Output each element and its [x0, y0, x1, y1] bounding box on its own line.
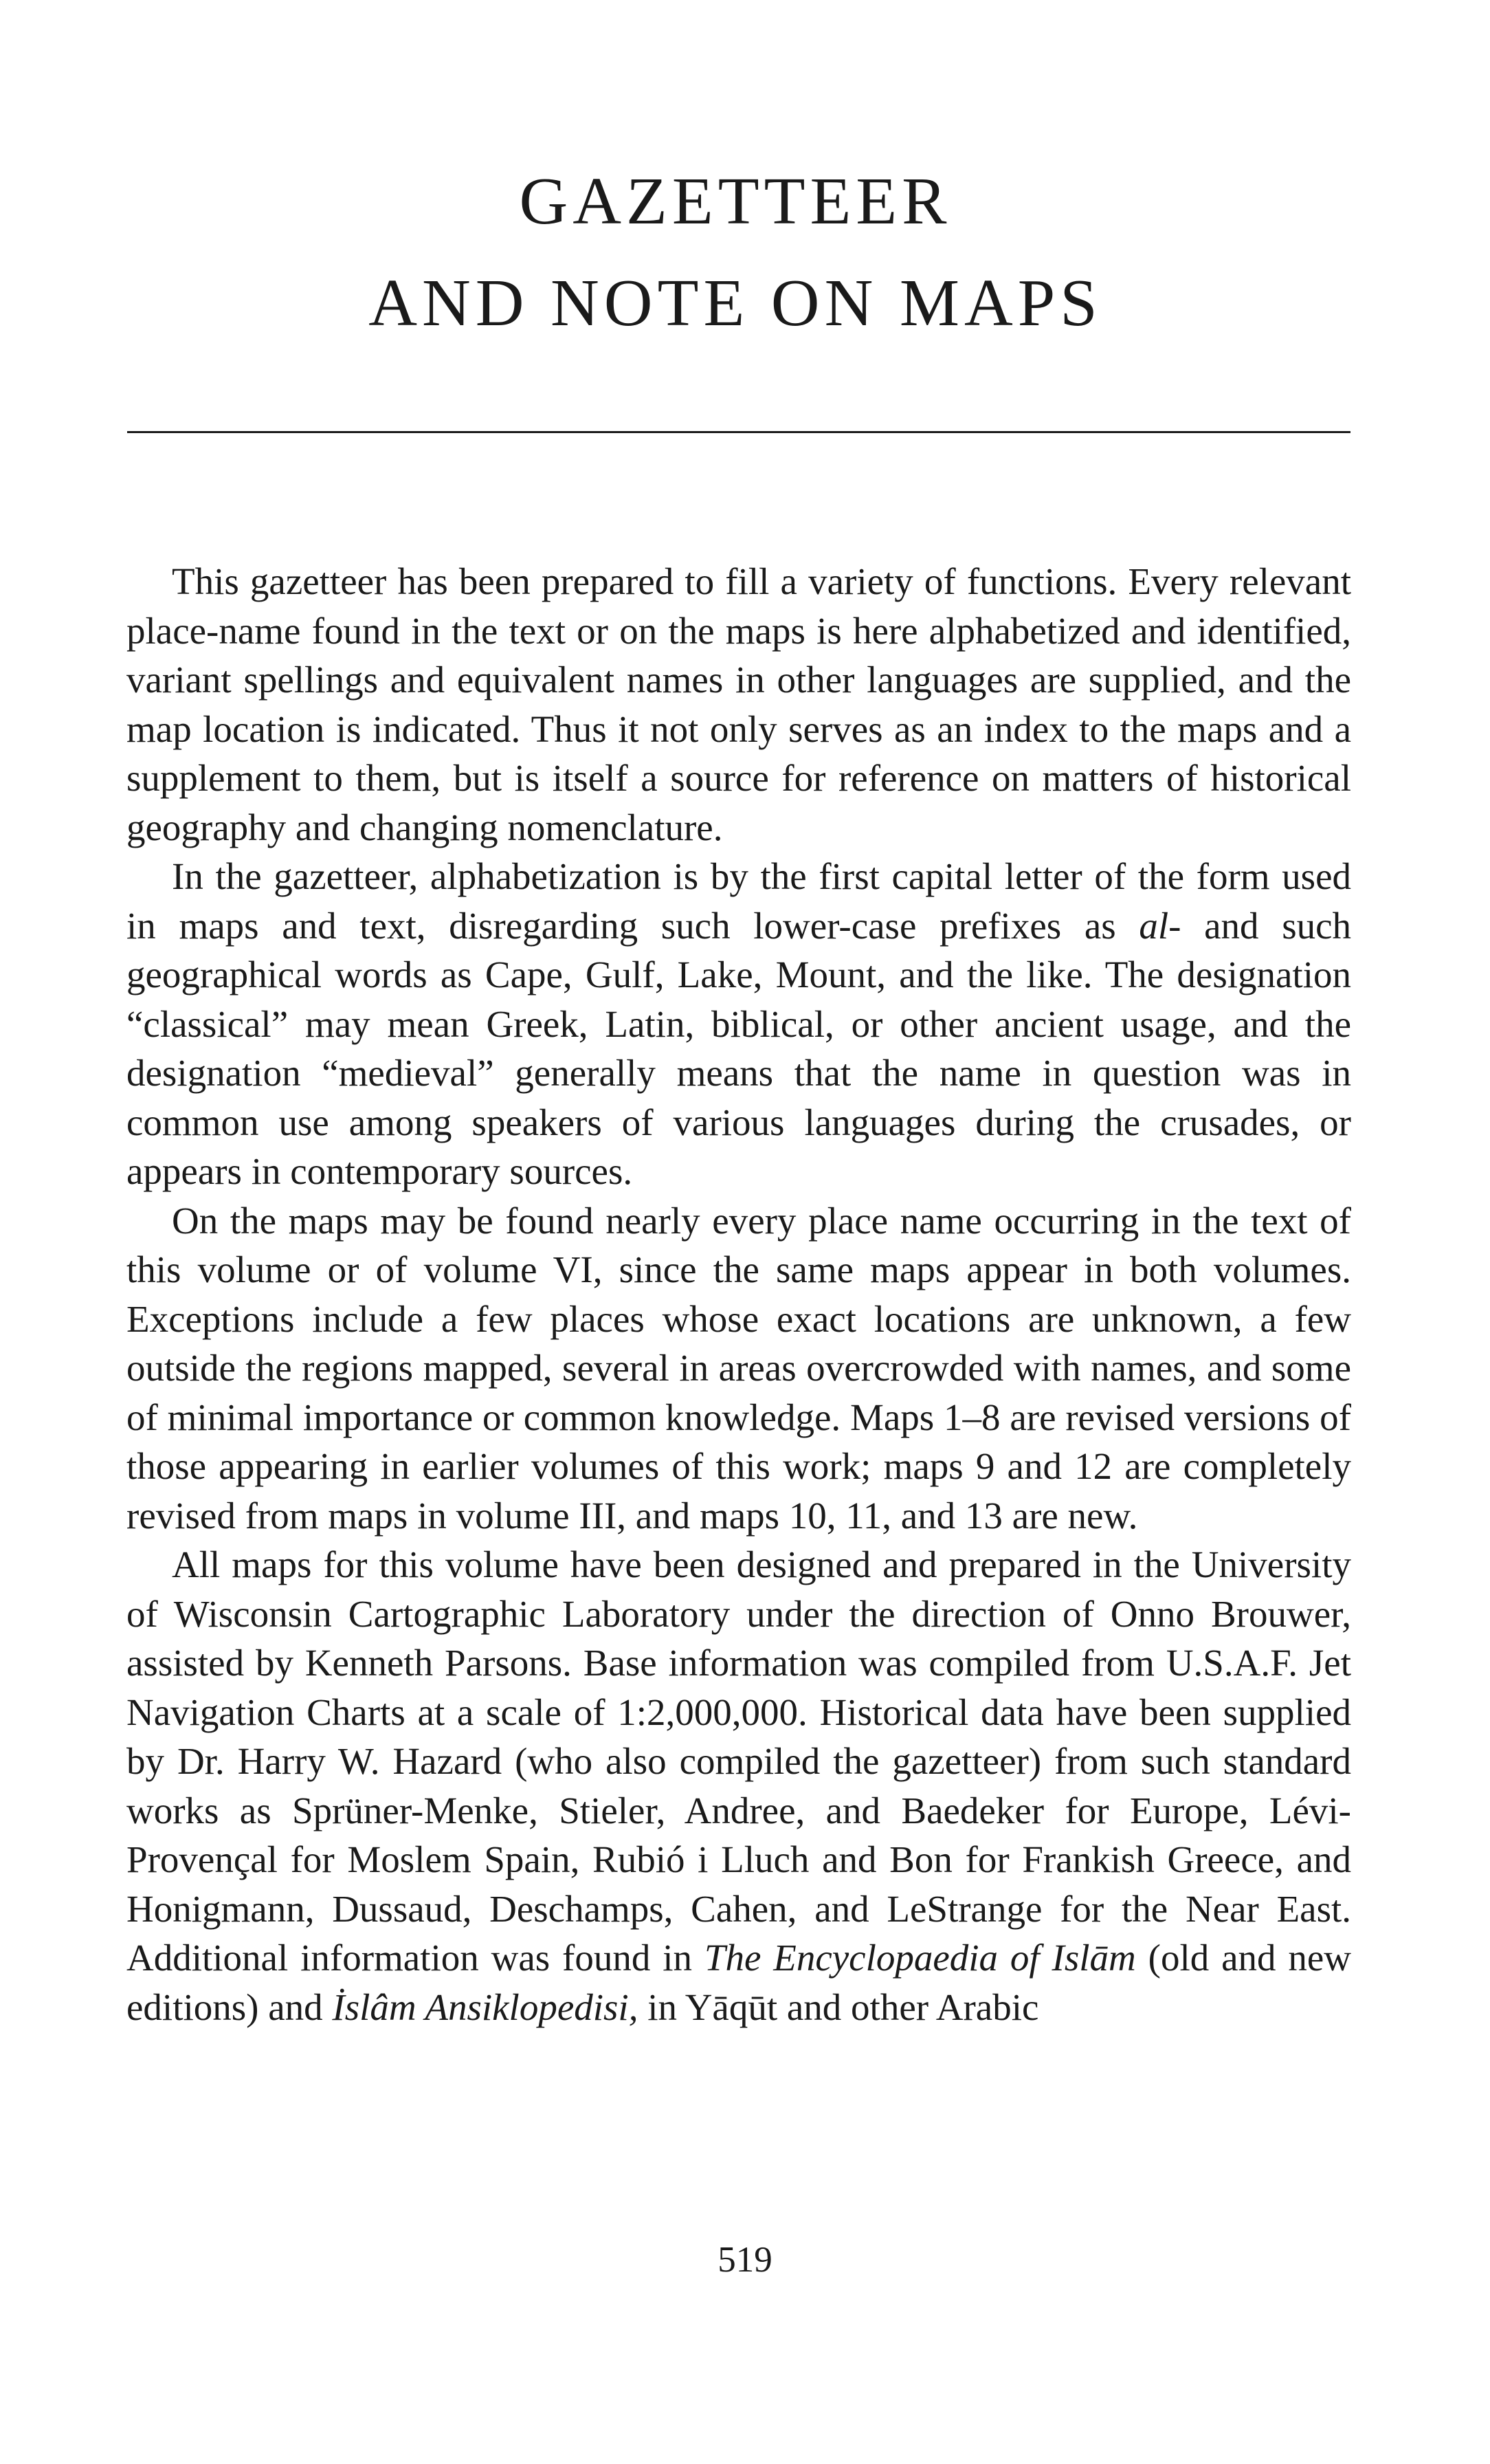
paragraph-map-sources — [126, 1540, 1351, 2032]
italic-title-ansiklopedisi: İslâm Ansiklopedisi, — [332, 1986, 638, 2028]
paragraph-segment: On the maps may be found nearly every place name occurring in the text of this volume or of volume VI, since the same maps appear in both volumes. Exceptions include a few places whose exact locations are unknown, a few outside the regions mapped, several in areas overcrowded with names, and some of minimal importance or common knowledge. Maps 1–8 are revised versions of those appearing in earlier volumes of this work; maps 9 and 12 are completely revised from maps in volume III, and maps 10, 11, and 13 are new. — [126, 1199, 1351, 1537]
paragraph-purpose — [126, 557, 1351, 852]
paragraph-segment: and such geographical words as Cape, Gulf, Lake, Mount, and the like. The designation “classical” may mean Greek, Latin, biblical, or other ancient usage, and the designation “medieval” generally means that the name in question was in common use among speakers of various languages during the crusades, or appears in contemporary sources. — [126, 904, 1352, 1192]
page-title-line-1: GAZETTEER — [519, 164, 952, 239]
page-number: 519 — [718, 2240, 772, 2280]
page-title-line-2: AND NOTE ON MAPS — [368, 266, 1102, 340]
paragraph-alphabetization — [126, 852, 1351, 1196]
paragraph-segment: All maps for this volume have been designed and prepared in the University of Wisconsin Cartographic Laboratory under the direction of Onno Brouwer, assisted by Kenneth Parsons. Base information was compiled from U.S.A.F. Jet Navigation Charts at a scale of 1:2,000,000. Historical data have been supplied by Dr. Harry W. Hazard (who also compiled the gazetteer) from such standard works as Sprüner-Menke, Stieler, Andree, and Baedeker for Europe, Lévi-Provençal for Moslem Spain, Rubió i Lluch and Bon for Frankish Greece, and Honigmann, Dussaud, Deschamps, Cahen, and LeStrange for the Near East. Additional information was found in — [126, 1543, 1351, 1979]
body-text — [126, 557, 1351, 2032]
paragraph-maps-coverage — [126, 1196, 1351, 1541]
paragraph-segment: (old and new editions) and — [126, 1937, 1352, 2028]
paragraph-segment: in Yāqūt and other Arabic — [638, 1986, 1039, 2028]
paragraph-segment: In the gazetteer, alphabetization is by the first capital letter of the form used in maps and text, disregarding such lower-case prefixes as — [126, 855, 1351, 947]
paragraph-segment: This gazetteer has been prepared to fill a variety of functions. Every relevant place-name found in the text or on the maps is here alphabetized and identified, variant spellings and equivalent names in other languages are supplied, and the map location is indicated. Thus it not only serves as an index to the maps and a supplement to them, but is itself a source for reference on matters of historical geography and changing nomenclature. — [126, 560, 1351, 848]
italic-prefix: al- — [1139, 904, 1181, 947]
title-rule-divider — [127, 431, 1350, 433]
italic-title-encyclopaedia: The Encyclopaedia of Islām — [704, 1937, 1136, 1979]
